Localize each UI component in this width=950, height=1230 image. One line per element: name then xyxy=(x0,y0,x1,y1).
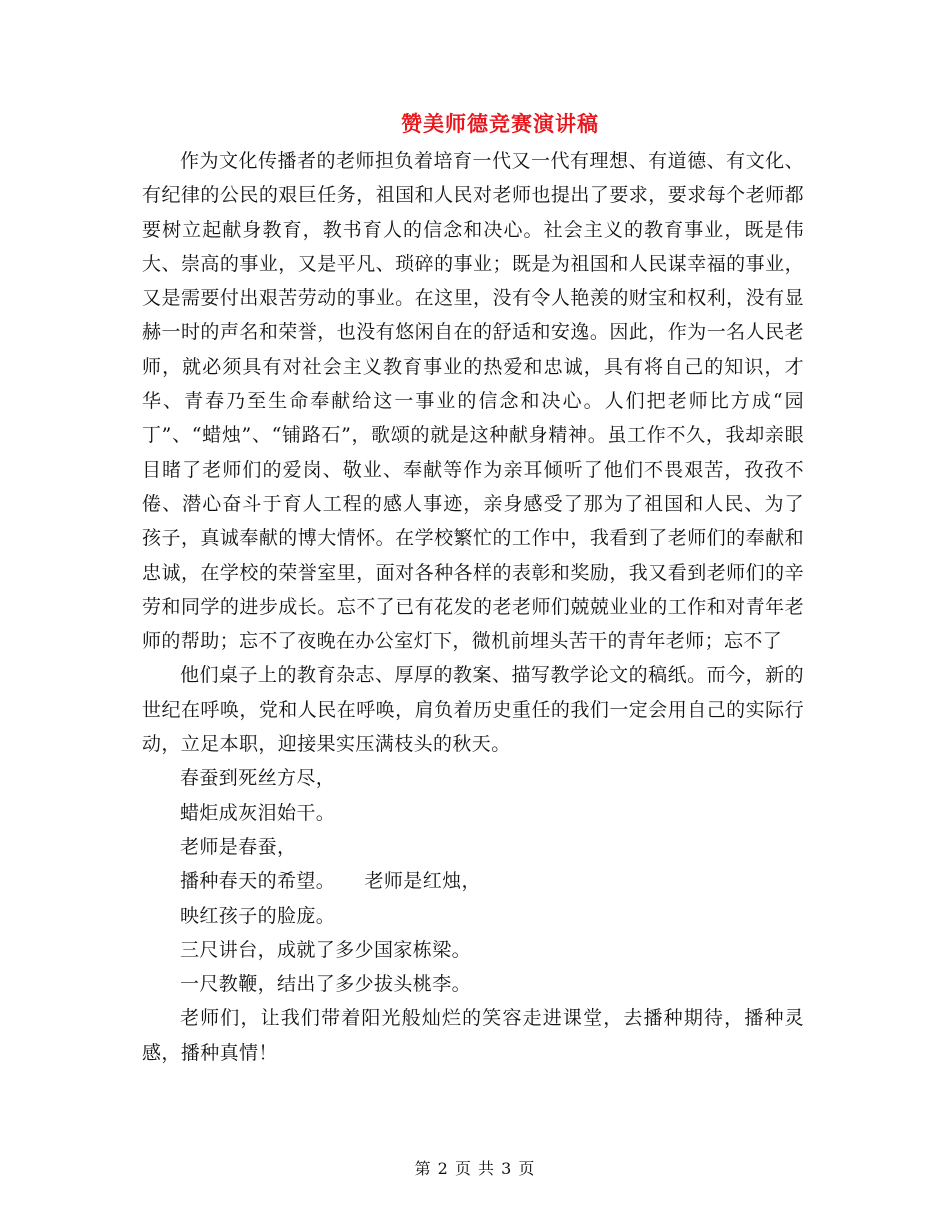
verse-line: 一尺教鞭，结出了多少拔头桃李。 xyxy=(180,973,472,996)
paragraph: 作为文化传播者的老师担负着培育一代又一代有理想、有道德、有文化、有纪律的公民的艰巨任务，祖国和人民对老师也提出了要求，要求每个老师都要树立起献身教育，教书育人的信念和决心。社会主义的教育事业，既是伟大、崇高的事业，又是平凡、琐碎的事业；既是为祖国和人民谋幸福的事业，又是需要付出艰苦劳动的事业。在这里，没有令人艳羡的财宝和权利，没有显赫一时的声名和荣誉，也没有悠闲自在的舒适和安逸。因此，作为一名人民老师，就必须具有对社会主义教育事业的热爱和忠诚，具有将自己的知识，才华、青春乃至生命奉献给这一事业的信念和决心。人们把老师比方成“园丁”、“蜡烛”、“铺路石”，歌颂的就是这种献身精神。虽工作不久，我却亲眼目睹了老师们的爱岗、敬业、奉献等作为亲耳倾听了他们不畏艰苦，孜孜不倦、潜心奋斗于育人工程的感人事迹，亲身感受了那为了祖国和人民、为了 孩子，真诚奉献的博大情怀。在学校繁忙的工作中，我看到了老师们的奉献和忠诚，在学校的荣誉室里，面对各种各样的表彰和奖励，我又看到老师们的辛劳和同学的进步成长。忘不了已有花发的老老师们兢兢业业的工作和对青年老师的帮助；忘不了夜晚在办公室灯下，微机前埋头苦干的青年老师；忘不了 xyxy=(142,150,804,653)
verse-line: 映红孩子的脸庞。 xyxy=(180,904,336,927)
document-title: 赞美师德竞赛演讲稿 xyxy=(401,111,599,136)
closing-paragraph: 老师们，让我们带着阳光般灿烂的笑容走进课堂，去播种期待，播种灵感，播种真情！ xyxy=(142,1007,804,1064)
verse-line: 三尺讲台，成就了多少国家栋梁。 xyxy=(180,938,472,961)
document-body xyxy=(142,144,804,1070)
verse-line: 春蚕到死丝方尽， xyxy=(180,767,336,790)
paragraph: 他们桌子上的教育杂志、厚厚的教案、描写教学论文的稿纸。而今，新的世纪在呼唤，党和人民在呼唤，肩负着历史重任的我们一定会用自己的实际行动，立足本职，迎接果实压满枝头的秋天。 xyxy=(142,664,804,756)
verse-line: 播种春天的希望。 老师是红烛， xyxy=(180,870,481,893)
verse-line: 老师是春蚕， xyxy=(180,835,297,858)
page-number-footer: 第 2 页 共 3 页 xyxy=(414,1159,536,1178)
verse-line: 蜡炬成灰泪始干。 xyxy=(180,801,336,824)
